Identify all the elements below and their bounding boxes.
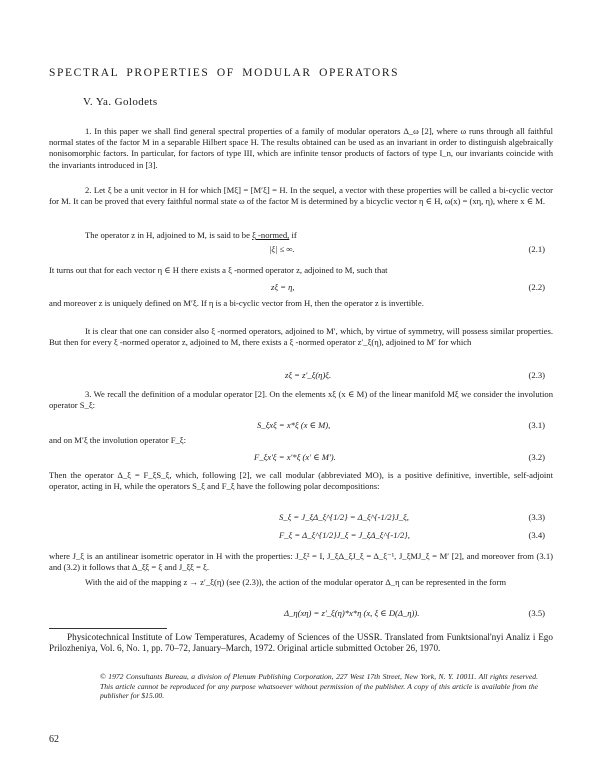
involution-paragraph [49,435,553,446]
equation-3-2-number: (3.2) [528,452,545,462]
section-2-text: 2. Let ξ be a unit vector in H for which [Mξ] = [M′ξ] = H. In the sequel, a vector with these properties will be called a bi-cyclic vector for M. It can be proved that every faithful normal state ω of the factor M is determined by a bicyclic vector η ∈ H, ω(x) = (xη, η), where x ∈ M. [49,185,553,207]
antilinear-paragraph [49,551,553,573]
involution-text: and on M′ξ the involution operator F_ξ: [49,435,187,445]
affiliation-footnote-text: Physicotechnical Institute of Low Temperatures, Academy of Sciences of the USSR. Translated from Funktsional'nyi Analiz i Ego Prilozheniya, Vol. 6, No. 1, pp. 70–72, January–March, 1972. Original article submitted October 26, 1970. [49,632,553,654]
normed-definition-post: if [289,230,297,240]
antilinear-text: where J_ξ is an antilinear isometric operator in H with the properties: J_ξ² = I, J_ξΔ_ξJ_ξ = Δ_ξ⁻¹, J_ξMJ_ξ = M′ [2], and moreover from (3.1) and (3.2) it follows that Δ_ξξ = ξ and J_ξξ = ξ. [49,551,553,573]
affiliation-footnote [49,632,553,654]
equation-2-2-number: (2.2) [528,282,545,292]
equation-3-4 [49,530,553,542]
symmetry-text: It is clear that one can consider also ξ -normed operators, adjoined to M′, which, by virtue of symmetry, will possess similar properties. But then for every ξ -normed operator z, adjoined to M, there exists a ξ -normed operator z′_ξ(η), adjoined to M′ for which [49,326,553,348]
equation-3-2-body: F_ξx′ξ = x′*ξ (x′ ∈ M′). [254,452,336,462]
equation-3-1-body: S_ξxξ = x*ξ (x ∈ M), [257,420,331,430]
equation-3-3-number: (3.3) [528,512,545,522]
normed-definition-pre: The operator z in H, adjoined to M, is said to be [85,230,253,240]
uniqueness-text: and moreover z is uniquely defined on M′ξ. If η is a bi-cyclic vector from H, then the operator z is invertible. [49,298,424,308]
section-3-text: 3. We recall the definition of a modular operator [2]. On the elements xξ (x ∈ M) of the linear manifold Mξ we consider the involution operator S_ξ: [49,389,553,411]
equation-3-3-body: S_ξ = J_ξΔ_ξ^{1/2} = Δ_ξ^{-1/2}J_ξ, [279,512,409,522]
mapping-text: With the aid of the mapping z → z′_ξ(η) (see (2.3)), the action of the modular operator Δ_η can be represented in the form [85,577,507,587]
equation-3-5-number: (3.5) [528,608,545,618]
normed-existence-text: It turns out that for each vector η ∈ H there exists a ξ -normed operator z, adjoined to M, such that [49,265,388,275]
section-3-paragraph [49,389,553,411]
equation-2-1-number: (2.1) [528,244,545,254]
equation-3-1-number: (3.1) [528,420,545,430]
equation-2-3-number: (2.3) [528,370,545,380]
equation-3-5 [49,608,553,620]
copyright-text: © 1972 Consultants Bureau, a division of Plenum Publishing Corporation, 227 West 17th Street, New York, N. Y. 10011. All rights reserved. This article cannot be reproduced for any purpose whatsoever without permission of the publisher. A copy of this article is available from the publisher for $15.00. [100,672,538,701]
equation-2-1 [49,244,553,256]
normed-definition [49,230,553,241]
equation-3-1 [49,420,553,432]
footnote-separator [49,628,167,629]
page-number: 62 [49,734,59,745]
copyright-notice [100,672,538,701]
equation-3-4-number: (3.4) [528,530,545,540]
section-2-paragraph [49,185,553,207]
symmetry-paragraph [49,326,553,348]
uniqueness-paragraph [49,298,553,309]
modular-operator-paragraph [49,470,553,492]
mapping-paragraph [49,577,553,588]
equation-2-1-body: |ξ| ≤ ∞. [269,244,295,254]
equation-2-2-body: zξ = η, [271,282,295,292]
modular-operator-text: Then the operator Δ_ξ = F_ξS_ξ, which, following [2], we call modular (abbreviated MO), is a positive definitive, invertible, self-adjoint operator, acting in H, while the operators S_ξ and F_ξ have the following polar decompositions: [49,470,553,492]
equation-3-5-body: Δ_η(xη) = z′_ξ(η)*x*η (x, ξ ∈ D(Δ_η)). [284,608,420,618]
equation-3-2 [49,452,553,464]
equation-3-4-body: F_ξ = Δ_ξ^{1/2}J_ξ = J_ξΔ_ξ^{-1/2}, [279,530,410,540]
equation-3-3 [49,512,553,524]
paper-title: SPECTRAL PROPERTIES OF MODULAR OPERATORS [49,67,400,79]
section-1-paragraph [49,126,553,171]
equation-2-3-body: zξ = z′_ξ(η)ξ. [285,370,332,380]
section-1-text: 1. In this paper we shall find general spectral properties of a family of modular operators Δ_ω [2], where ω runs through all faithful normal states of the factor M in a separable Hilbert space H. The results obtained can be used as an invariant in order to distinguish algebraically nonisomorphic factors. In particular, for factors of type III, which are infinite tensor products of factors of type I_n, our invariants coincide with the invariants introduced in [3]. [49,126,553,170]
equation-2-2 [49,282,553,294]
normed-existence-paragraph [49,265,553,276]
paper-author: V. Ya. Golodets [83,96,158,108]
normed-term: ξ -normed, [252,230,290,240]
equation-2-3 [49,370,553,382]
